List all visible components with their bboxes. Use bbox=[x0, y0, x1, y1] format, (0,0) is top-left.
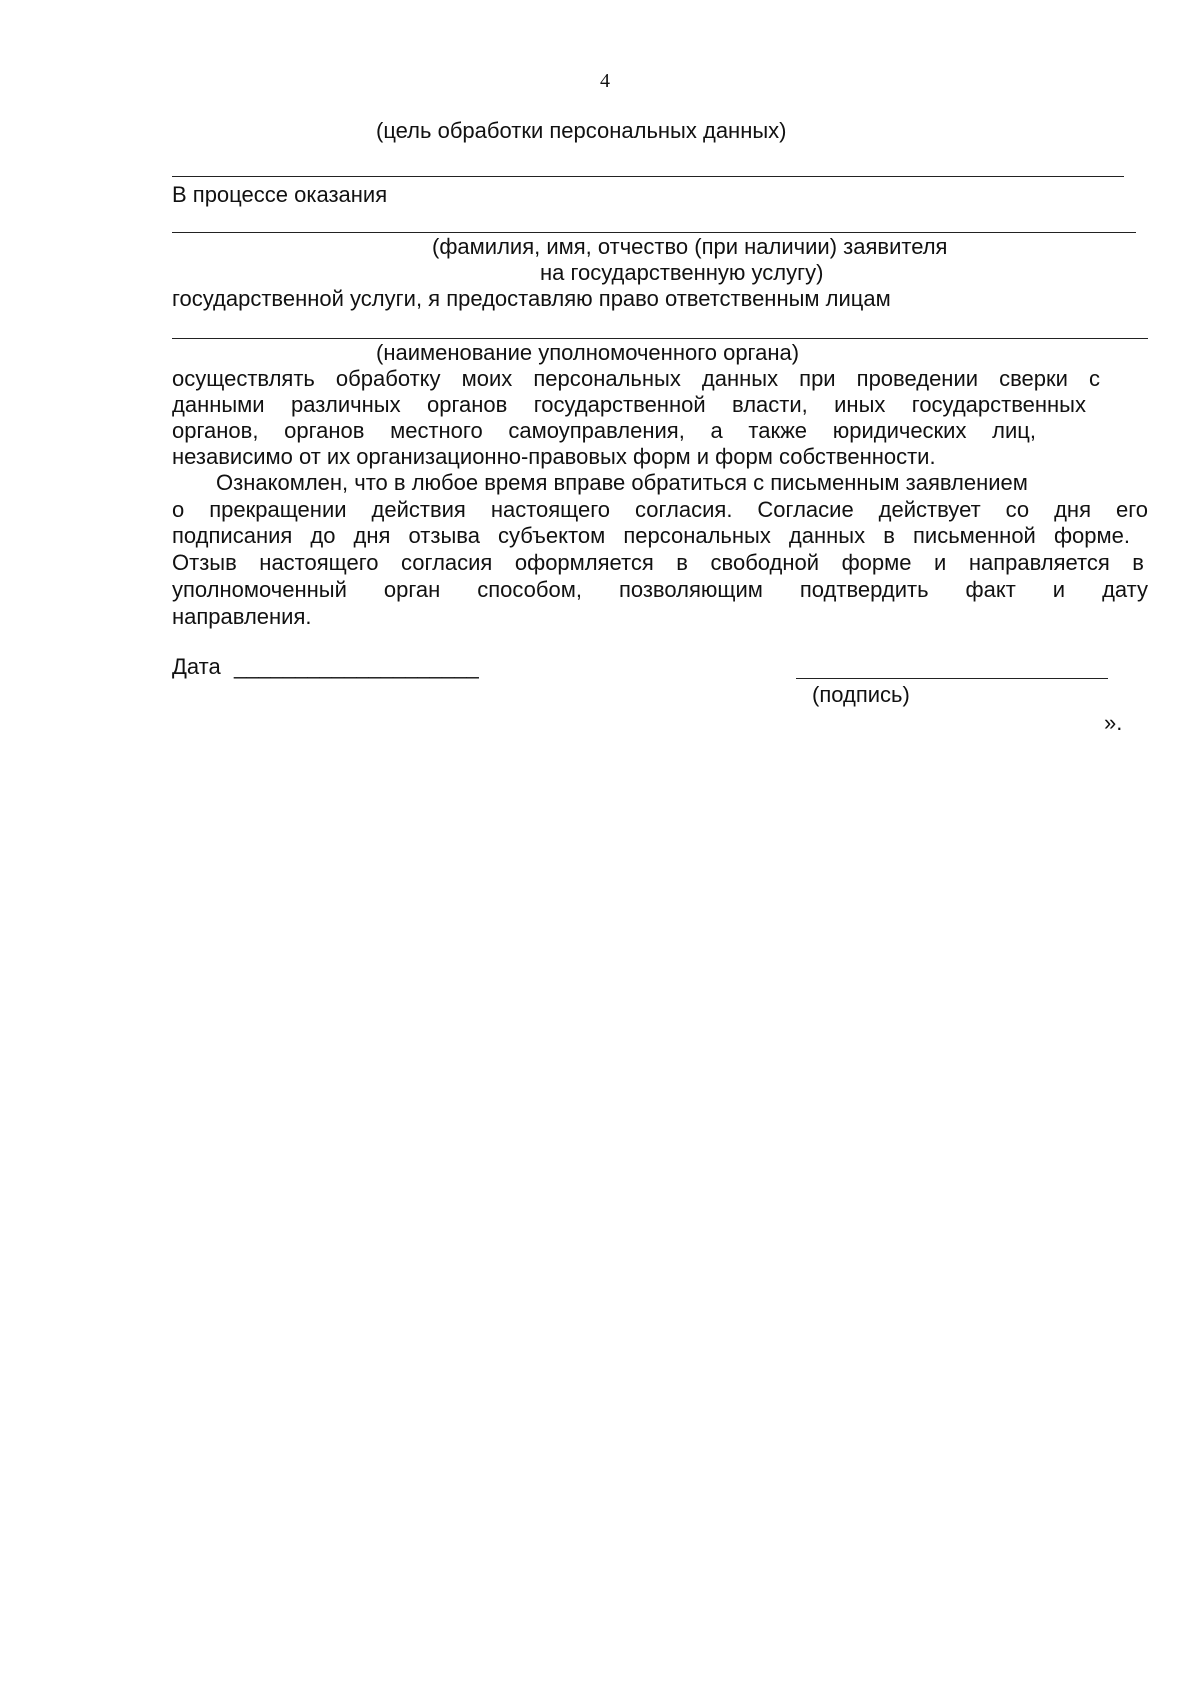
notice-line-1: Ознакомлен, что в любое время вправе обратиться с письменным заявлением bbox=[216, 470, 1028, 495]
applicant-fill-line bbox=[172, 232, 1136, 233]
body-line-2: данными различных органов государственной власти, иных государственных bbox=[172, 392, 1086, 417]
notice-line-6: направления. bbox=[172, 604, 312, 629]
body-line-4: независимо от их организационно-правовых форм и форм собственности. bbox=[172, 444, 936, 469]
date-blank: ____________________ bbox=[234, 654, 479, 679]
notice-line-2: о прекращении действия настоящего согласия. Согласие действует со дня его bbox=[172, 497, 1148, 522]
applicant-caption-line1: (фамилия, имя, отчество (при наличии) заявителя bbox=[432, 234, 948, 259]
authority-fill-line bbox=[172, 338, 1148, 339]
purpose-fill-line bbox=[172, 176, 1124, 177]
notice-line-4: Отзыв настоящего согласия оформляется в свободной форме и направляется в bbox=[172, 550, 1144, 575]
body-line-1: осуществлять обработку моих персональных данных при проведении сверки с bbox=[172, 366, 1100, 391]
authority-caption: (наименование уполномоченного органа) bbox=[376, 340, 800, 365]
notice-line-3: подписания до дня отзыва субъектом персональных данных в письменной форме. bbox=[172, 523, 1130, 548]
applicant-caption-line2: на государственную услугу) bbox=[540, 260, 824, 285]
date-label: Дата bbox=[172, 654, 221, 679]
process-intro-text: В процессе оказания bbox=[172, 182, 388, 207]
signature-fill-line bbox=[796, 678, 1108, 679]
page-number: 4 bbox=[600, 70, 610, 92]
service-line-text: государственной услуги, я предоставляю право ответственным лицам bbox=[172, 286, 891, 311]
notice-line-5: уполномоченный орган способом, позволяющим подтвердить факт и дату bbox=[172, 577, 1148, 602]
purpose-caption: (цель обработки персональных данных) bbox=[376, 118, 787, 143]
body-line-3: органов, органов местного самоуправления, а также юридических лиц, bbox=[172, 418, 1036, 443]
signature-caption: (подпись) bbox=[812, 682, 910, 707]
closing-mark: ». bbox=[1104, 710, 1123, 735]
